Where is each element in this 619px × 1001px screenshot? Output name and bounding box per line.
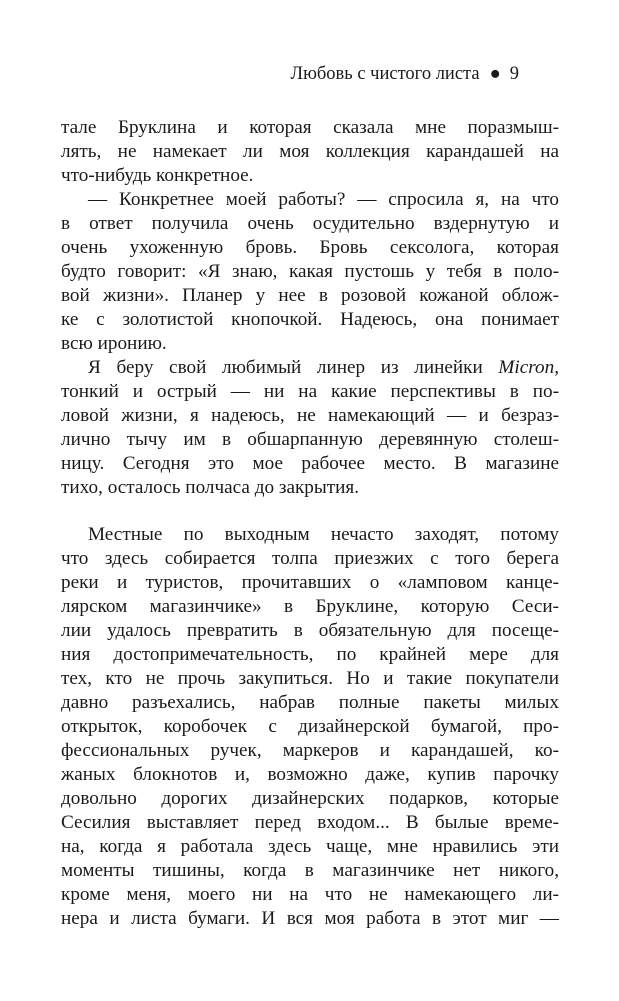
text-line: тонкий и острый — ни на какие перспективы в по- xyxy=(61,381,559,402)
text-line: жаных блокнотов и, возможно даже, купив парочку xyxy=(61,764,559,785)
text-line: реки и туристов, прочитавших о «ламповом канце- xyxy=(61,572,559,593)
text-line: лично тычу им в обшарпанную деревянную столеш- xyxy=(61,429,559,450)
text-line: моменты тишины, когда в магазинчике нет никого, xyxy=(61,860,559,881)
text-line: лии удалось превратить в обязательную для посеще- xyxy=(61,620,559,641)
text-line: ловой жизни, я надеюсь, не намекающий — и безраз- xyxy=(61,405,559,426)
text-line: ния достопримечательность, по крайней мере для xyxy=(61,644,559,665)
text-line: тихо, осталось полчаса до закрытия. xyxy=(61,477,360,498)
text-line: всю иронию. xyxy=(61,333,167,354)
text-line: что здесь собирается толпа приезжих с того берега xyxy=(61,548,559,569)
paragraph-first-line: — Конкретнее моей работы? — спросила я, на что xyxy=(88,189,559,210)
text-line: на, когда я работала здесь чаще, мне нравились эти xyxy=(61,836,559,857)
bullet-separator: ● xyxy=(489,64,501,84)
text-line: Сесилия выставляет перед входом... В былые време- xyxy=(61,812,559,833)
text-line: лярском магазинчике» в Бруклине, которую Сеси- xyxy=(61,596,559,617)
text-line: открыток, коробочек с дизайнерской бумагой, про- xyxy=(61,716,559,737)
text-line: тале Бруклина и которая сказала мне поразмыш- xyxy=(61,117,559,138)
text-line: давно разъехались, набрав полные пакеты милых xyxy=(61,692,559,713)
book-title: Любовь с чистого листа xyxy=(290,64,480,84)
brand-name: Micron, xyxy=(498,357,559,378)
page-number: 9 xyxy=(509,64,519,84)
text-line: ке с золотистой кнопочкой. Надеюсь, она понимает xyxy=(61,309,559,330)
text-line: будто говорит: «Я знаю, какая пустошь у тебя в поло- xyxy=(61,261,559,282)
text-line: фессиональных ручек, маркеров и карандашей, ко- xyxy=(61,740,559,761)
paragraph-first-line: Местные по выходным нечасто заходят, потому xyxy=(88,524,559,545)
text-line: тех, кто не прочь закупиться. Но и такие покупатели xyxy=(61,668,559,689)
text-line: довольно дорогих дизайнерских подарков, которые xyxy=(61,788,559,809)
text-line: вой жизни». Планер у нее в розовой кожаной облож- xyxy=(61,285,559,306)
text-line: кроме меня, моего ни на что не намекающего ли- xyxy=(61,884,559,905)
text-line: в ответ получила очень осудительно вздернутую и xyxy=(61,213,559,234)
text-line: нера и листа бумаги. И вся моя работа в этот миг — xyxy=(61,908,559,929)
running-header xyxy=(291,62,519,86)
text-line: что-нибудь конкретное. xyxy=(61,165,254,186)
text-line: лять, не намекает ли моя коллекция карандашей на xyxy=(61,141,559,162)
paragraph-first-line xyxy=(88,356,559,380)
text-line: очень ухоженную бровь. Бровь сексолога, которая xyxy=(61,237,559,258)
text-line: ницу. Сегодня это мое рабочее место. В магазине xyxy=(61,453,559,474)
line-text: Я беру свой любимый линер из линейки xyxy=(88,357,483,378)
